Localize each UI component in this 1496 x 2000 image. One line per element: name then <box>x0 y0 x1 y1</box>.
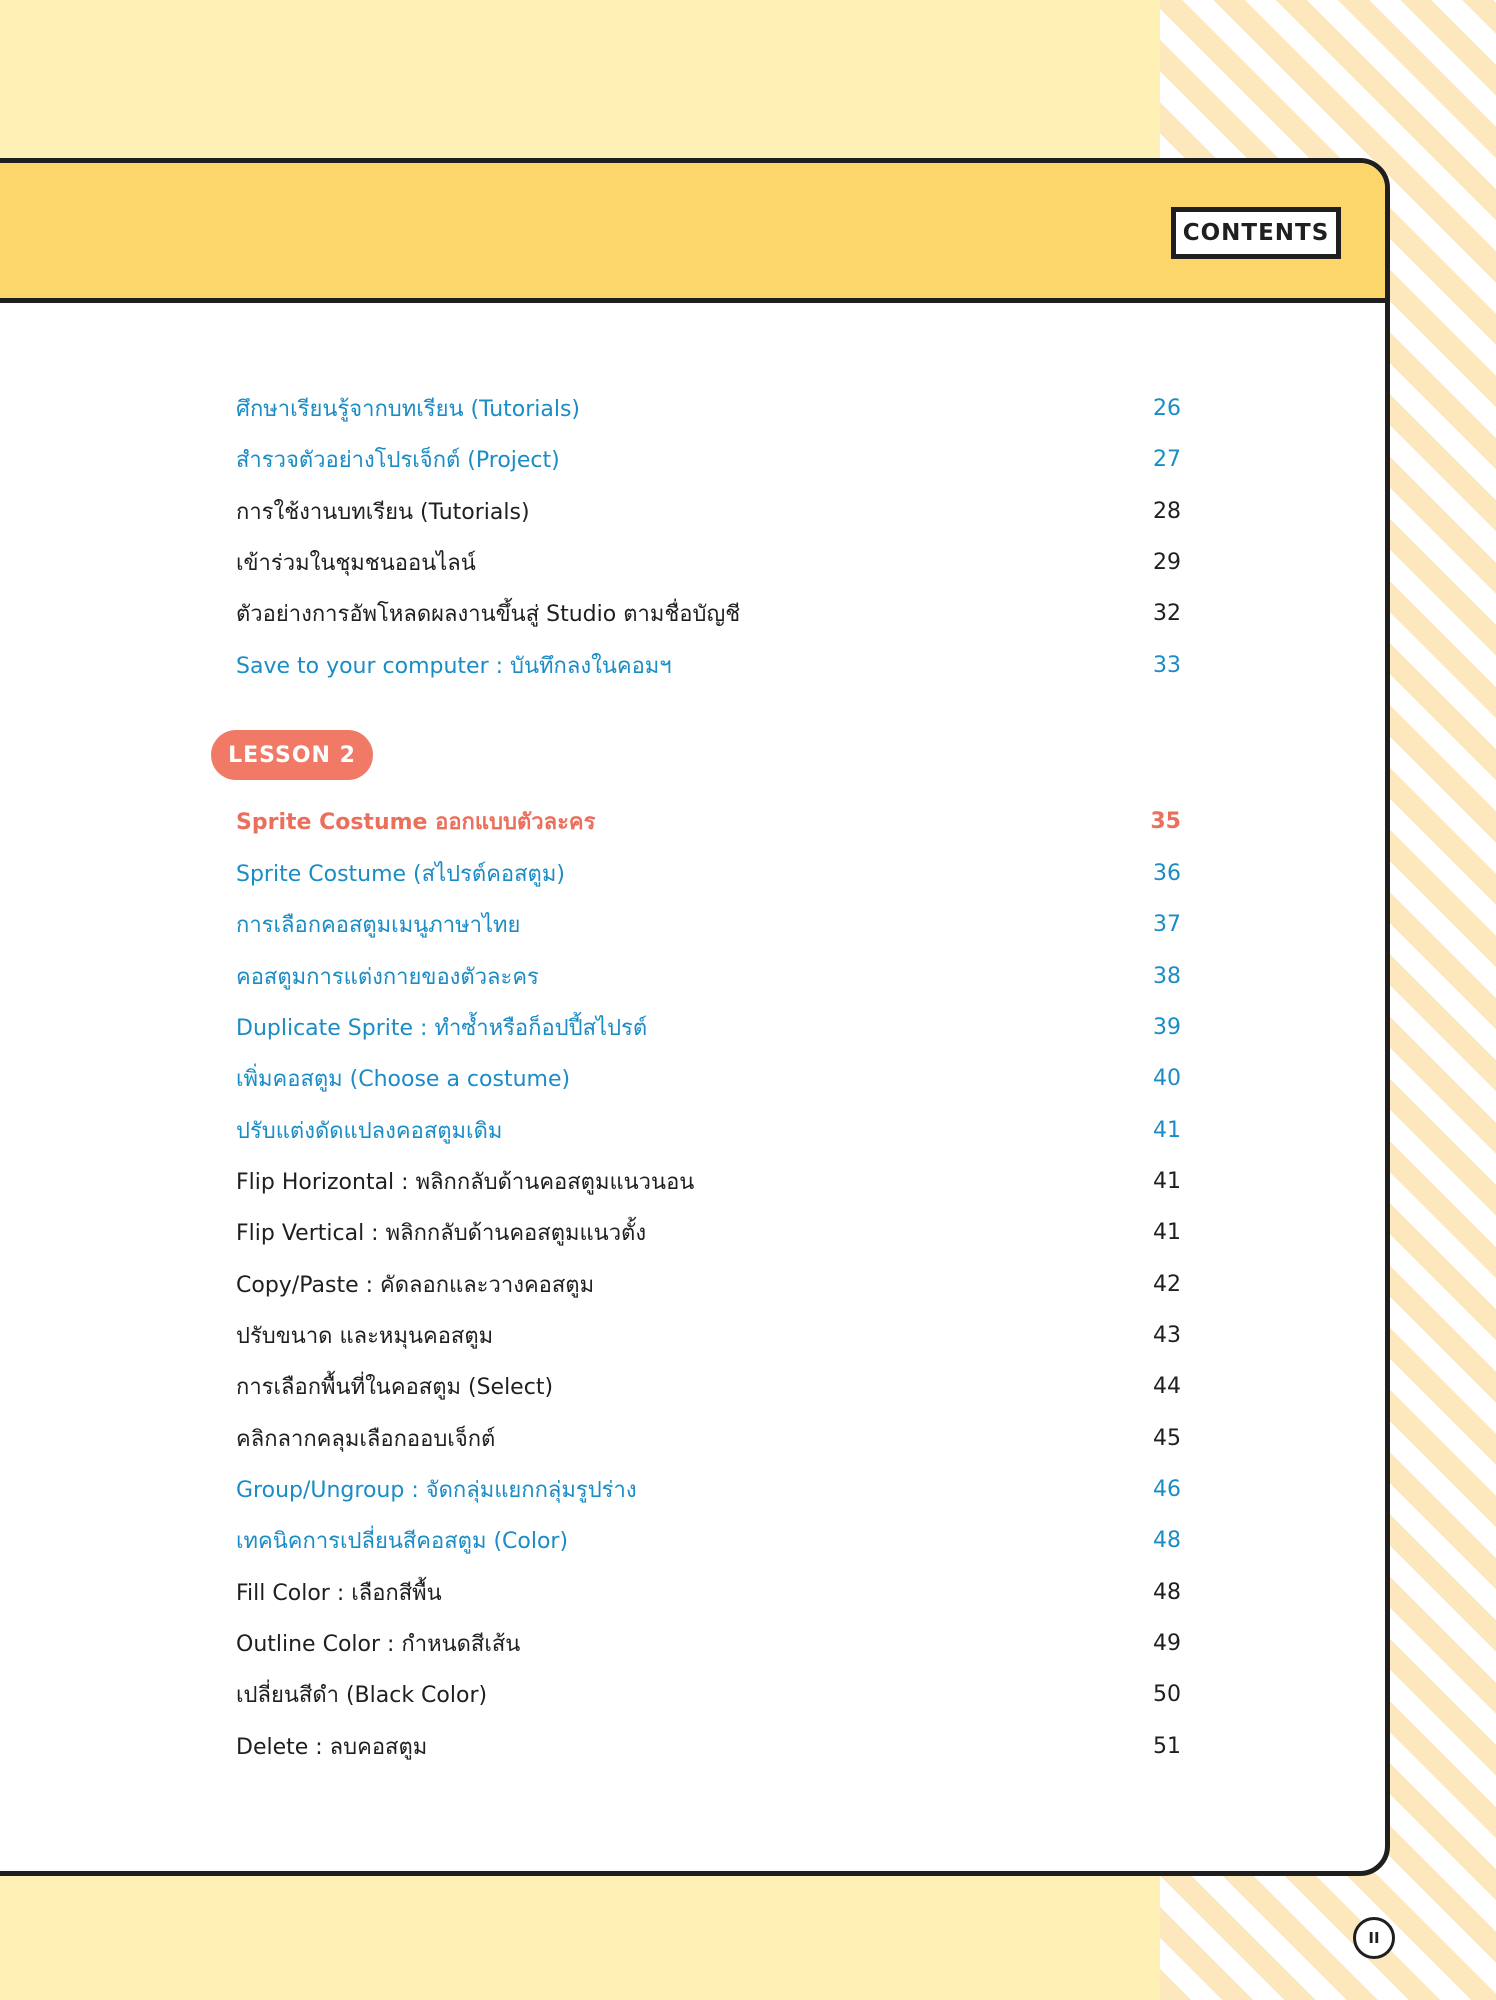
toc-entry-page: 41 <box>1153 1219 1181 1245</box>
toc-entry-page: 33 <box>1153 652 1181 678</box>
toc-entry-page: 38 <box>1153 963 1181 989</box>
page-number-badge: II <box>1353 1917 1395 1959</box>
toc-entry <box>236 1212 1181 1252</box>
lesson-badge: LESSON 2 <box>211 730 373 780</box>
toc-entry-page: 41 <box>1153 1117 1181 1143</box>
toc-entry-title: ตัวอย่างการอัพโหลดผลงานขึ้นสู่ Studio ตามชื่อบัญชี <box>236 601 741 627</box>
toc-entry-page: 37 <box>1153 911 1181 937</box>
toc-entry-page: 42 <box>1153 1271 1181 1297</box>
toc-entry <box>236 1520 1181 1560</box>
toc-entry-page: 39 <box>1153 1014 1181 1040</box>
toc-entry-page: 50 <box>1153 1681 1181 1707</box>
toc-entry <box>236 1572 1181 1612</box>
toc-entry-title: เข้าร่วมในชุมชนออนไลน์ <box>236 550 476 576</box>
toc-entry-title: Save to your computer : บันทึกลงในคอมฯ <box>236 653 672 679</box>
toc-entry-page: 26 <box>1153 395 1181 421</box>
toc-entry-title: ปรับแต่งดัดแปลงคอสตูมเดิม <box>236 1118 503 1144</box>
toc-entry-page: 48 <box>1153 1527 1181 1553</box>
toc-entry-title: เพิ่มคอสตูม (Choose a costume) <box>236 1066 571 1092</box>
toc-entry <box>236 1007 1181 1047</box>
toc-entry-title: การเลือกคอสตูมเมนูภาษาไทย <box>236 912 521 938</box>
toc-entry-title: Delete : ลบคอสตูม <box>236 1734 428 1760</box>
toc-entry <box>236 645 1181 685</box>
toc-entry <box>236 853 1181 893</box>
toc-entry <box>236 491 1181 531</box>
toc-entry-title: เปลี่ยนสีดำ (Black Color) <box>236 1682 488 1708</box>
toc-entry-page: 46 <box>1153 1476 1181 1502</box>
toc-entry-page: 51 <box>1153 1733 1181 1759</box>
toc-entry-page: 49 <box>1153 1630 1181 1656</box>
toc-entry-page: 43 <box>1153 1322 1181 1348</box>
toc-entry <box>236 593 1181 633</box>
toc-entry <box>236 1264 1181 1304</box>
contents-title: CONTENTS <box>1171 207 1341 259</box>
toc-entry <box>236 801 1181 841</box>
toc-entry <box>236 1469 1181 1509</box>
toc-entry-title: คลิกลากคลุมเลือกออบเจ็กต์ <box>236 1426 496 1452</box>
toc-entry-page: 36 <box>1153 860 1181 886</box>
toc-entry-title: ปรับขนาด และหมุนคอสตูม <box>236 1323 494 1349</box>
toc-entry <box>236 904 1181 944</box>
toc-entry <box>236 542 1181 582</box>
toc-entry-page: 35 <box>1150 808 1181 834</box>
toc-entry <box>236 1418 1181 1458</box>
toc-entry-page: 28 <box>1153 498 1181 524</box>
toc-entry <box>236 1674 1181 1714</box>
toc-entry <box>236 956 1181 996</box>
toc-entry-title: Copy/Paste : คัดลอกและวางคอสตูม <box>236 1272 595 1298</box>
toc-entry-title: Fill Color : เลือกสีพื้น <box>236 1580 442 1606</box>
toc-entry-title: Sprite Costume ออกแบบตัวละคร <box>236 809 596 835</box>
toc-entry-title: Flip Vertical : พลิกกลับด้านคอสตูมแนวตั้ง <box>236 1220 647 1246</box>
toc-entry <box>236 1623 1181 1663</box>
toc-entry-page: 32 <box>1153 600 1181 626</box>
toc-entry-page: 41 <box>1153 1168 1181 1194</box>
toc-entry <box>236 1058 1181 1098</box>
toc-entry-title: ศึกษาเรียนรู้จากบทเรียน (Tutorials) <box>236 396 581 422</box>
toc-entry-page: 45 <box>1153 1425 1181 1451</box>
toc-entry-page: 48 <box>1153 1579 1181 1605</box>
card-header <box>0 163 1385 303</box>
toc-entry-title: Duplicate Sprite : ทำซ้ำหรือก็อปปี้สไปรต์ <box>236 1015 648 1041</box>
toc-entry-title: คอสตูมการแต่งกายของตัวละคร <box>236 964 539 990</box>
toc-entry-title: เทคนิคการเปลี่ยนสีคอสตูม (Color) <box>236 1528 569 1554</box>
toc-entry <box>236 388 1181 428</box>
toc-entry-page: 44 <box>1153 1373 1181 1399</box>
toc-entry-page: 27 <box>1153 446 1181 472</box>
toc-entry-page: 29 <box>1153 549 1181 575</box>
toc-entry-title: Flip Horizontal : พลิกกลับด้านคอสตูมแนวนอน <box>236 1169 695 1195</box>
toc-entry-page: 40 <box>1153 1065 1181 1091</box>
toc-entry-title: Outline Color : กำหนดสีเส้น <box>236 1631 521 1657</box>
toc-entry <box>236 1366 1181 1406</box>
toc-entry-title: การใช้งานบทเรียน (Tutorials) <box>236 499 530 525</box>
toc-entry-title: สำรวจตัวอย่างโปรเจ็กต์ (Project) <box>236 447 560 473</box>
toc-entry-title: Group/Ungroup : จัดกลุ่มแยกกลุ่มรูปร่าง <box>236 1477 637 1503</box>
toc-entry-title: Sprite Costume (สไปรต์คอสตูม) <box>236 861 565 887</box>
toc-entry <box>236 1110 1181 1150</box>
toc-entry <box>236 1726 1181 1766</box>
toc-entry <box>236 1161 1181 1201</box>
toc-entry-title: การเลือกพื้นที่ในคอสตูม (Select) <box>236 1374 554 1400</box>
toc-entry <box>236 1315 1181 1355</box>
toc-entry <box>236 439 1181 479</box>
